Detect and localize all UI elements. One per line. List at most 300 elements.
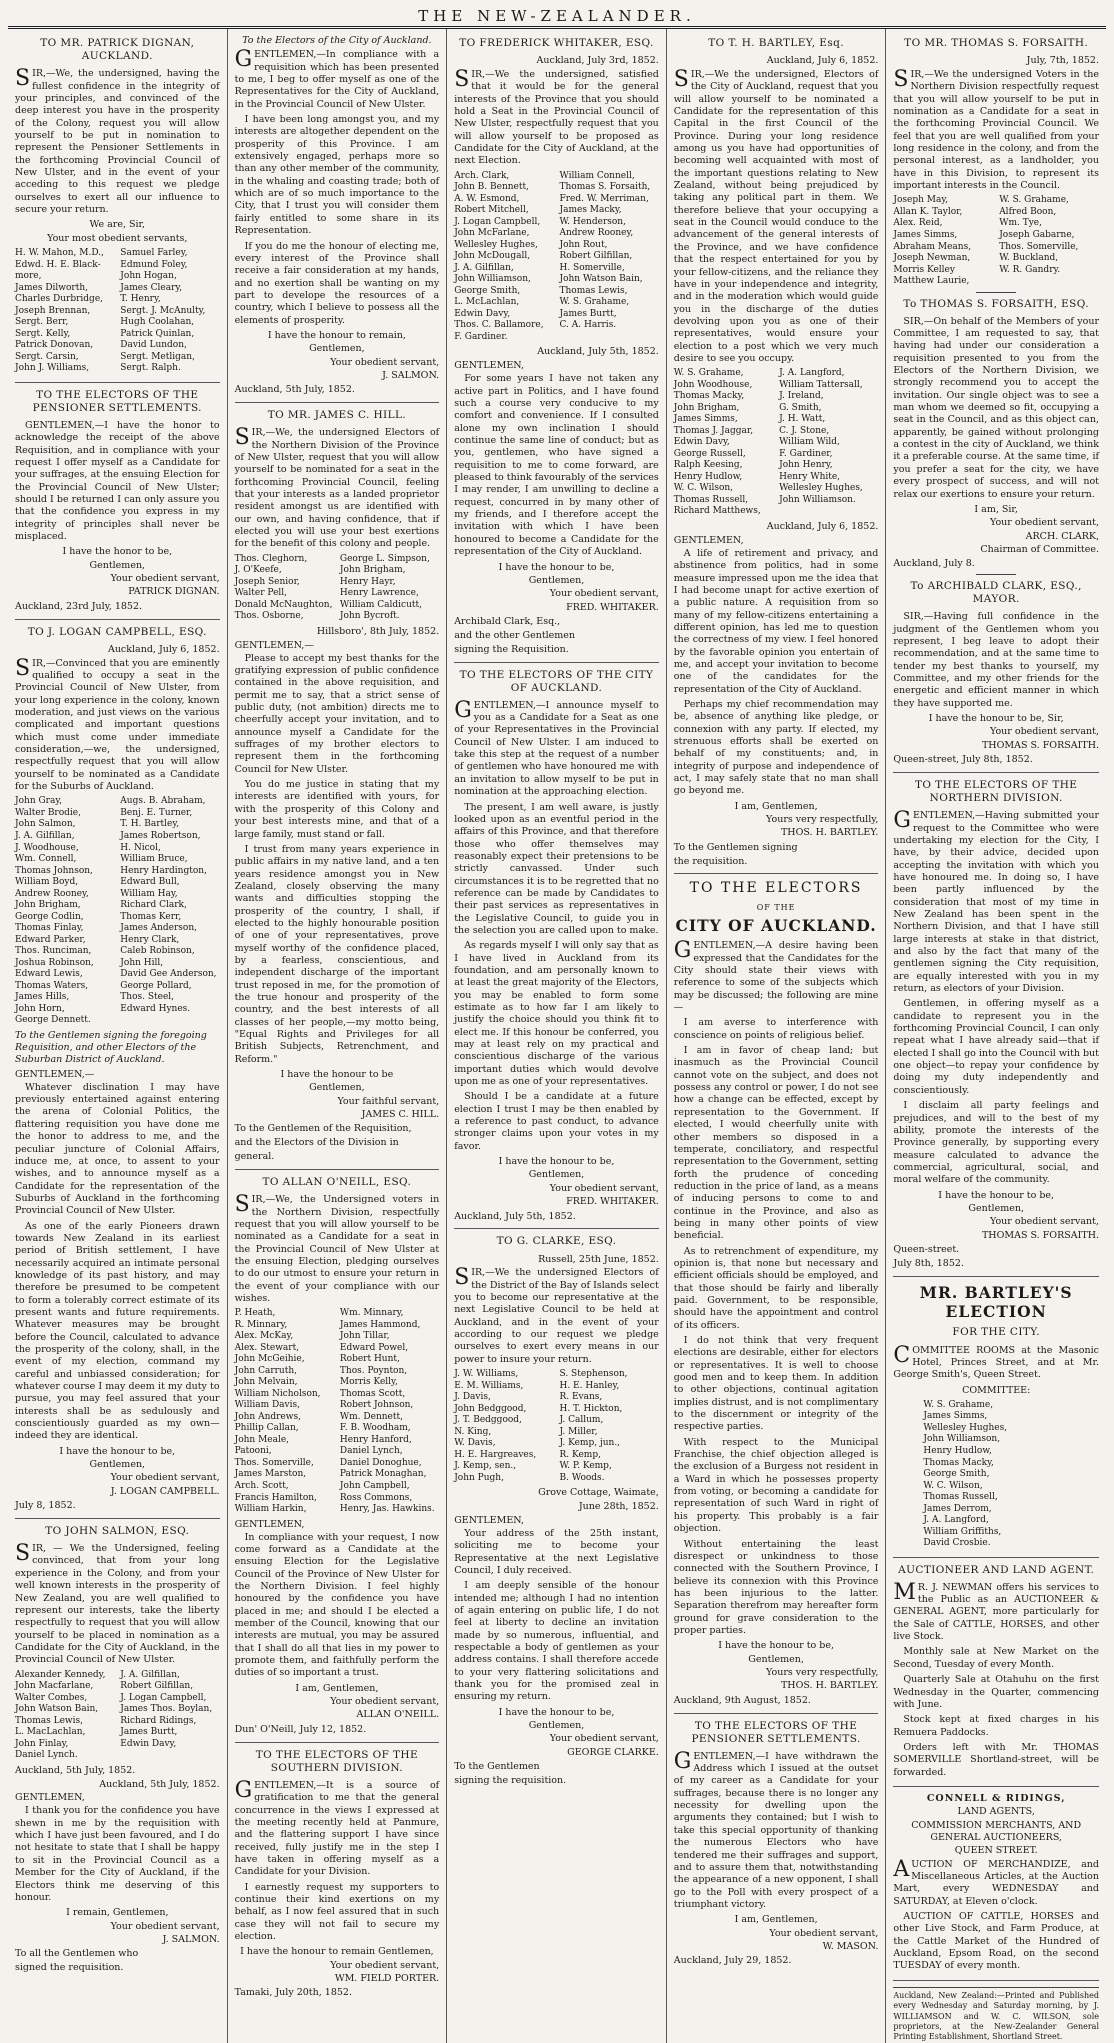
article-forsaith-requisition (893, 37, 1099, 773)
signatory-name: John Bedggood, (454, 1403, 527, 1414)
signatory-name: A. W. Esmond, (454, 193, 520, 204)
signature: THOMAS S. FORSAITH. (981, 1229, 1099, 1241)
signatory-list (235, 554, 440, 623)
salutation: GENTLEMEN, (454, 1514, 524, 1526)
paragraph: I am averse to interference with conscience on points of religious belief. (673, 1017, 879, 1041)
paragraph: Perhaps my chief recommendation may be, absence of anything like pledge, or connexion with any party. If elected, my strenuous efforts shall be exerted on behalf of my constituents; and, in integrity of purpose and independence of act, I may safely state that no man shall go beyond me. (673, 698, 879, 797)
signatory-name: Alex. Stewart, (234, 1342, 300, 1353)
signatory-name: Thos. Somerville, (999, 241, 1079, 252)
headline: CITY OF AUCKLAND. (675, 915, 877, 935)
signatory-name: J. Woodhouse, (15, 842, 79, 853)
signatory-name: James Cleary, (120, 282, 183, 293)
signatory-name: John Brigham, (673, 402, 740, 413)
signatory-name: Sergt. Kelly, (15, 328, 71, 339)
signatory-name: Robert Gilfillan, (559, 251, 633, 262)
signature: FRED. WHITAKER. (566, 601, 659, 613)
paragraph: As one of the early Pioneers drawn towards New Zealand in its earliest period of British settlement, I have necessarily acquired an intimate personal knowledge of its past history, and may therefore be presumed to be competent to form a tolerably correct estimate of its present wants and future requirements. Whatever measures may be brought before the Council, calculated to advance the prosperity of the colony, shall, in the event of my election, command my careful and unbiassed consideration; for whatever course I may deem it my duty to pursue, you may feel assured that your interests shall be as sedulously and conscientiously guarded as my own—indeed they are identical. (15, 1220, 220, 1442)
paragraph: Monthly sale at New Market on the Second, Tuesday of every Month. (893, 1646, 1099, 1670)
signature: PATRICK DIGNAN. (128, 586, 220, 598)
signatory-name: J. O'Keefe, (234, 565, 282, 576)
signatory-name: J. A. Gilfillan, (15, 831, 75, 841)
signatory-name: Thomas Kerr, (120, 911, 182, 922)
signatory-name: Thomas Lewis, (15, 1715, 83, 1726)
signatory-name: R. Minnary, (234, 1319, 288, 1330)
signature: J. SALMON. (382, 369, 440, 381)
signatory-name: Wellesley Hughes, (923, 1422, 1008, 1433)
signatory-name: Alex. Reid, (893, 218, 943, 229)
signatory-name: Allan K. Taylor, (893, 206, 963, 217)
salutation: GENTLEMEN, (15, 1792, 85, 1804)
signature: ALLAN O'NEILL. (356, 1709, 440, 1721)
closing: We are, Sir, (89, 219, 146, 231)
closing: I have the honour to be (280, 1069, 394, 1081)
dateline: Grove Cottage, Waimate, (538, 1487, 659, 1499)
signatory-name: Patooni, (234, 1446, 272, 1457)
article-hill (235, 409, 440, 1170)
signatory-name: James Simms, (673, 414, 738, 425)
address-line: To all the Gentlemen who (15, 1948, 139, 1960)
closing: Gentlemen, (309, 343, 365, 355)
signatory-name: F. Gardiner. (454, 331, 508, 342)
signatory-name: William Bruce, (120, 854, 188, 865)
signatory-name: Andrew Rooney, (559, 228, 634, 239)
column-1 (8, 29, 228, 2043)
signatory-name: Thomas Lewis, (559, 285, 628, 296)
signatory-name: R. Kemp, (559, 1449, 601, 1460)
closing: I have the honour to be, (718, 1640, 834, 1652)
article-newman-ad (893, 1564, 1099, 1787)
signatory-name: George L. Simpson, (339, 553, 430, 564)
signatory-name: Alex. McKay, (234, 1331, 294, 1342)
signatory-name: John Tillar, (339, 1331, 390, 1342)
headline: TO ALLAN O'NEILL, ESQ. (262, 1176, 412, 1189)
closing: I am, Gentlemen, (295, 1682, 379, 1694)
signatory-name: George Smith, (923, 1469, 990, 1480)
signatory-name: John Woodhouse, (673, 379, 753, 390)
signatory-name: Thomas Finlay, (15, 923, 84, 934)
signatory-name: F. B. Woodham, (339, 1423, 411, 1434)
signatory-name (120, 1750, 219, 1762)
signatory-name: J. A. Langford, (923, 1515, 989, 1526)
dateline: Auckland, July 6, 1852. (766, 55, 879, 67)
signatory-name: S. Stephenson, (559, 1369, 628, 1380)
signatory-name: George Codlin, (15, 911, 84, 922)
dateline: July 8th, 1852. (893, 1257, 964, 1269)
closing: Gentlemen, (528, 574, 585, 586)
signatory-list (454, 1369, 659, 1484)
closing: I have the honour to remain, (267, 329, 406, 341)
article-mason (674, 1720, 879, 1974)
dateline: Auckland, 5th July, 1852. (234, 384, 355, 396)
address-line: signing the Requisition. (454, 643, 569, 655)
signatory-name: Joseph May, (893, 195, 949, 206)
signatory-name: Edwin Davy, (120, 1738, 177, 1749)
signature: J. LOGAN CAMPBELL. (110, 1485, 220, 1497)
address-line: To the Electors of the City of Auckland. (242, 35, 432, 46)
headline: CONNELL & RIDINGS, (926, 1792, 1066, 1804)
signatory-name: J. Callum, (559, 1415, 604, 1426)
signatory-name: George Dennett. (15, 1015, 91, 1026)
headline: TO JOHN SALMON, ESQ. (45, 1525, 190, 1538)
signatory-name: J. Kemp, sen., (454, 1461, 517, 1472)
signatory-name: Henry Hayr, (339, 576, 396, 587)
address-line: To the Gentlemen (454, 1761, 540, 1773)
salutation: GENTLEMEN, (454, 360, 524, 372)
signatory-name (120, 1015, 219, 1027)
signatory-name: Ralph Keesing, (673, 460, 743, 471)
signature: WM. FIELD PORTER. (334, 1972, 440, 1984)
signatory-name: Alfred Boon, (999, 206, 1057, 217)
article-whitaker (454, 37, 659, 663)
signatory-name: James Burtt, (120, 1727, 178, 1738)
signatory-name: Henry Hudlow, (923, 1446, 992, 1456)
dateline: Auckland, July 29, 1852. (673, 1955, 792, 1967)
signatory-name: Arch. Clark, (454, 170, 510, 181)
paragraph: I thank you for the confidence you have shewn in me by the requisition with which I have just been favoured, and I do not hesitate to state that I shall be happy to sit in the Provincial Council as a Member for the City of Auckland, if the Electors think me deserving of this honour. (15, 1805, 220, 1903)
signatory-name: Charles Durbridge, (15, 294, 104, 305)
article-dignan-requisition (15, 37, 220, 383)
signatory-name (779, 506, 878, 518)
signatory-name: John Williamson. (779, 494, 856, 505)
paragraph: Whatever disclination I may have previously entertained against entering the arena of Colonial Politics, the flattering requisition you have done me the honor to address to me, and the peculiar juncture of Colonial Affairs, induce me, at once, to assent to your wishes, and to announce myself as a Candidate for the representation of the Suburbs of Auckland in the forthcoming Provincial Council of New Ulster. (15, 1081, 220, 1217)
closing: I have the honour to be, (59, 1445, 176, 1457)
address-line: To the Gentlemen of the Requisition, (234, 1123, 412, 1135)
paragraph: Gentlemen, in offering myself as a candidate to represent you in the forthcoming Provincial Council, I can only repeat what I have already said—that if elected I shall go into the Council with but one object—to repay your confidence by doing my duty independently and conscientiously. (893, 998, 1099, 1096)
signatory-name: Hugh Coolahan, (120, 317, 195, 328)
signatory-name: Richard Clark, (120, 900, 187, 911)
signatory-name: Wm. Minnary, (339, 1308, 404, 1319)
signatory-name: Thos. Somerville, (234, 1457, 314, 1468)
signatory-name: Walter Combes, (15, 1692, 88, 1703)
dateline: July, 7th, 1852. (1026, 55, 1099, 67)
signatory-name (999, 276, 1099, 288)
signatory-name: W. R. Gandry. (999, 264, 1061, 275)
closing: Chairman of Committee. (980, 543, 1099, 555)
paragraph: SIR,—Having full confidence in the judgment of the Gentlemen whom you represent, I beg leave to adopt their recommendation, and at the same time to tender my best thanks to yourself, my Committee, and my other friends for the energetic and efficient manner in which they have supported me. (893, 611, 1099, 709)
signatory-name: J. H. Watt, (779, 414, 826, 425)
signatory-name: Henry Hanford, (339, 1434, 412, 1445)
headline: TO MR. THOMAS S. FORSAITH. (904, 37, 1089, 49)
paragraph: I earnestly request my supporters to continue their kind exertions on my behalf, as I now feel assured that in such case they will not fail to secure my election. (234, 1881, 440, 1942)
signatory-name: John Melvain, (234, 1377, 298, 1388)
dateline: Tamaki, July 20th, 1852. (234, 1987, 352, 1999)
signatory-name: Henry Clark, (120, 934, 180, 945)
signatory-name: Richard Ridings, (120, 1715, 197, 1726)
headline: TO THE ELECTORS OF THE PENSIONER SETTLEMENTS. (32, 388, 202, 414)
signatory-name: L. McLachlan, (454, 297, 520, 308)
signatory-name: Samuel Farley, (120, 248, 188, 259)
signatory-name: B. Woods. (559, 1472, 605, 1483)
signatory-name: H. W. Mahon, M.D., (15, 248, 104, 259)
column-3 (447, 29, 667, 2043)
signatory-name: John Gray, (15, 796, 63, 807)
signatory-name: Thos. Cleghorn, (234, 553, 308, 564)
signatory-name: Patrick Donovan, (15, 340, 94, 351)
signatory-name: J. A. Gilfillan, (454, 262, 514, 273)
paragraph: I am in favor of cheap land; but inasmuch as the Provincial Council cannot vote on the subject, and does not possess any control or power, I do not see how a change can be effected, except by representation to the Government. If elected, I would cheerfully unite with other members so disposed in a temperate, conciliatory, and respectful representation to the Government, setting forth the prudence of conceding reduction in the price of land, as a means of inducing persons to come to and continue in the Province, and also as being in many other points of view beneficial. (673, 1045, 879, 1242)
signatory-name: John Finlay, (15, 1738, 69, 1749)
signatory-name: J. Davis, (454, 1392, 491, 1403)
closing: Gentlemen, (89, 559, 146, 571)
signatory-name: William Wild, (779, 437, 840, 448)
divider (976, 574, 1016, 575)
signatory-name: William Connell, (559, 170, 635, 181)
signatory-name: Henry White, (779, 471, 841, 482)
paragraph: I have been long amongst you, and my interests are altogether dependent on the prosperity of this Province. I am extensively engaged, perhaps more so than any other member of the community, in the whaling and coasting trade; both of which are of so much importance to the City, that I trust you will consider them fairly entitled to some share in its Representation. (234, 114, 440, 237)
subheadline: COMMISSION MERCHANTS, AND GENERAL AUCTIONEERS, (911, 1819, 1082, 1843)
address-line: To the Gentlemen signing the foregoing Requisition, and other Electors of the Suburban District of Auckland. (15, 1029, 207, 1066)
headline: AUCTIONEER AND LAND AGENT. (898, 1563, 1095, 1576)
signatory-name: Arch. Scott, (234, 1480, 289, 1491)
headline: TO G. CLARKE, ESQ. (496, 1235, 617, 1248)
signatory-name: William Caldicutt, (339, 599, 422, 610)
signatory-name: Robert Mitchell, (454, 205, 529, 216)
signatory-name: L. MacLachlan, (15, 1727, 86, 1738)
signatory-name: W. C. Wilson, (673, 483, 734, 494)
signatory-name: Daniel Donoghue, (339, 1457, 422, 1468)
signatory-name: Edmund Foley, (120, 259, 188, 270)
signature: THOS. H. BARTLEY. (780, 1680, 879, 1692)
signatory-name: Walter Pell, (234, 588, 288, 599)
signatory-name: John Rout, (559, 239, 608, 250)
signatory-name: W. S. Grahame, (673, 368, 744, 379)
closing: Gentlemen, (309, 1082, 365, 1094)
signatory-name: P. Heath, (234, 1308, 276, 1319)
signatory-name: Ross Commons, (339, 1492, 413, 1503)
closing: Gentlemen, (89, 1459, 146, 1471)
signatory-name: Edward Bull, (120, 877, 180, 888)
signatory-name: R. Evans, (559, 1392, 603, 1403)
signatory-name: John Pugh, (454, 1472, 504, 1483)
dateline: Auckland, July 6, 1852. (107, 643, 220, 655)
closing: Your obedient servant, (330, 356, 440, 368)
closing: Your obedient servant, (990, 517, 1099, 529)
signatory-name: John Horn, (15, 1003, 65, 1014)
paragraph: SIR, — We the Undersigned, feeling convinced, that from your long experience in the Colony, and from your well known interests in the prosperity of New Zealand, you are well qualified to represent our interests, take the liberty respectfully to request that you will allow yourself to be placed in nomination as a Candidate for the City of Auckland, in the Provincial Council of New Ulster. (15, 1541, 220, 1666)
signatory-name: John Bycroft. (339, 611, 400, 622)
headline: TO J. LOGAN CAMPBELL, ESQ. (27, 625, 207, 638)
signatory-name: Joshua Robinson, (15, 957, 94, 968)
signatory-name: H. E. Hargreaves, (454, 1449, 537, 1460)
signatory-name: Morris Kelly, (339, 1377, 398, 1388)
paragraph: MR. J. NEWMAN offers his services to the Public as an AUCTIONEER & GENERAL AGENT, more particularly for the Sale of CATTLE, HORSES, and other live Stock. (893, 1579, 1099, 1643)
signatory-name: J. Ireland, (779, 391, 824, 402)
signatory-name: Thomas Johnson, (15, 865, 93, 876)
closing: Your obedient servant, (110, 1472, 220, 1484)
closing: I am, Sir, (974, 503, 1018, 515)
signatory-name: J. T. Bedggood, (454, 1415, 522, 1426)
signatory-name: William Tattersall, (779, 379, 863, 390)
signatory-name: G. Smith, (779, 402, 822, 413)
headline: TO THE ELECTORS (689, 880, 863, 897)
article-dignan-address (15, 389, 220, 620)
signatory-name: John Meale, (234, 1434, 290, 1445)
column-4 (667, 29, 887, 2043)
signatory-list (15, 1670, 220, 1762)
headline: TO THE ELECTORS OF THE SOUTHERN DIVISION. (255, 1748, 419, 1774)
paragraph: GENTLEMEN,—In compliance with a requisition which has been presented to me, I beg to offer myself as one of the Representatives for the City of Auckland, in the Provincial Council of New Ulster. (234, 47, 440, 110)
article-southern-division (235, 1749, 440, 2006)
paragraph: Orders left with Mr. THOMAS SOMERVILLE Shortland-street, will be forwarded. (893, 1741, 1099, 1778)
closing: Your obedient servant, (330, 1696, 440, 1707)
signatory-name: Thomas Macky, (673, 391, 745, 402)
signatory-name: J. A. Gilfillan, (120, 1669, 180, 1680)
signatory-name: John McFarlane, (454, 228, 530, 239)
signatory-name: James Anderson, (120, 923, 197, 934)
signatory-name: H. T. Hickton, (559, 1403, 623, 1414)
signatory-name: Robert Gilfillan, (120, 1681, 194, 1692)
signatory-name: Patrick Monaghan, (339, 1469, 427, 1480)
signature: J. SALMON. (162, 1933, 220, 1945)
headline: TO T. H. BARTLEY, Esq. (708, 37, 844, 49)
signatory-name: Sergt. Berr, (15, 317, 69, 328)
paragraph: Please to accept my best thanks for the gratifying expression of public confidence contained in the above requisition, and permit me to say, that a strict sense of public duty, (not ambition) directs me to cheerfully accept your invitation, and to announce myself a Candidate for the suffrages of my brother electors to represent them in the forthcoming Council for New Ulster. (234, 652, 440, 775)
signatory-name: Thomas Russell, (673, 494, 749, 505)
signatory-name: Henry Lawrence, (339, 588, 419, 599)
signatory-name: Edward Parker, (15, 934, 86, 945)
signatory-name: James Thos. Boylan, (120, 1704, 213, 1715)
signature: ARCH. CLARK, (1025, 530, 1099, 542)
article-bartley-requisition (674, 37, 879, 874)
signatory-name (559, 332, 658, 344)
signatory-name: Thomas Russell, (923, 1492, 998, 1503)
signatory-name: Wm. Connell, (15, 854, 77, 865)
signatory-name: Morris Kelley (893, 264, 955, 275)
signatory-name: John Williamson, (454, 274, 531, 285)
signatory-name: James Simms, (923, 1411, 988, 1422)
paragraph: Your address of the 25th instant, soliciting me to become your Representative at the next Legislative Council, I duly received. (454, 1527, 659, 1577)
subheadline: LAND AGENTS, (957, 1806, 1035, 1818)
closing: Your obedient servant, (110, 1920, 220, 1932)
signatory-name: N. King, (454, 1426, 492, 1437)
printer-imprint: Auckland, New Zealand:—Printed and Published every Wednesday and Saturday morning, by J. WILLIAMSON and W. C. WILSON, sole proprietors, at the New-Zealander General Printing Establishment, Shortland Street. (893, 1987, 1099, 2043)
signatory-list (454, 171, 659, 344)
signatory-name: J. Logan Campbell, (120, 1692, 207, 1703)
signatory-name: H. Nicol, (120, 842, 161, 853)
committee-label: COMMITTEE: (962, 1384, 1031, 1396)
article-campbell (15, 626, 220, 1519)
paragraph: In compliance with your request, I now come forward as a Candidate at the ensuing Election for the Legislative Council of the Province of New Ulster for the Northern Division. I feel highly honoured by the confidence you have placed in me; and should I be elected a member of the Council, knowing that our interests are mutual, you may be assured that I shall do all that lies in my power to promote them, and faithfully perform the duties of so important a trust. (234, 1531, 440, 1679)
paragraph: GENTLEMEN,—A desire having been expressed that the Candidates for the City should state their views with reference to some of the subjects which may be discussed; the following are mine— (673, 938, 879, 1014)
divider (976, 292, 1016, 293)
paragraph: SIR,—We the undersigned Voters in the Northern Division respectfully request that you will allow yourself to be put in nomination as a Candidate for a seat in the forthcoming Provincial Council. We feel that you are well qualified from your long residence in the colony, and from the personal interest, as a landholder, you have in this Division, to represent its important interests in the Council. (893, 67, 1099, 192)
signatory-name: Sergt. Ralph. (120, 363, 181, 374)
paragraph: COMMITTEE ROOMS at the Masonic Hotel, Princes Street, and at Mr. George Smith's, Queen Street. (893, 1342, 1099, 1381)
closing: I have the honour to be, Sir, (928, 713, 1064, 725)
subheadline: QUEEN STREET. (954, 1845, 1038, 1857)
signatory-name: James Macky, (559, 205, 622, 216)
signatory-name: Benj. E. Turner, (120, 807, 193, 818)
signatory-name: John Andrews, (234, 1411, 301, 1422)
signatory-name: W. P. Kemp, (559, 1461, 612, 1472)
dateline: June 28th, 1852. (578, 1500, 659, 1512)
article-bartley-views (674, 880, 879, 1713)
signature: W. MASON. (822, 1940, 879, 1952)
closing: I have the honour to remain Gentlemen, (240, 1946, 434, 1958)
salutation: GENTLEMEN,— (234, 639, 314, 651)
signatory-list (674, 368, 879, 518)
signatory-name: George Russell, (673, 448, 746, 459)
signatory-name: John J. Williams, (15, 363, 90, 374)
signatory-name: James Derrom, (923, 1503, 992, 1514)
signatory-name: John Hogan, (120, 271, 177, 282)
closing: Gentlemen, (528, 1169, 585, 1181)
signatory-name: more, (15, 271, 42, 282)
closing: Gentlemen, (528, 1720, 585, 1732)
signatory-name: John Campbell, (339, 1480, 410, 1491)
signatory-name: John Hill, (120, 957, 164, 968)
closing: Your obedient servant, (990, 1216, 1099, 1228)
signatory-name: Matthew Laurie, (893, 276, 970, 287)
signatory-name: Alexander Kennedy, (15, 1669, 106, 1680)
paragraph: SIR,—We, the undersigned Electors of the Northern Division of the Province of New Ulster, request that you will allow yourself to be nominated for a seat in the forthcoming Provincial Council, feeling that your interests as a landed proprietor resident amongst us are identified with our own, and having confidence, that if elected you will use your best exertions for the benefit of this colony and people. (234, 425, 440, 550)
signatory-name: Joseph Brennan, (15, 305, 91, 316)
address-line: and the other Gentlemen (454, 629, 576, 641)
signatory-name: James Hammond, (339, 1319, 421, 1330)
signatory-name: James Simms, (893, 229, 958, 240)
signatory-name: W. S. Grahame, (559, 297, 630, 308)
signatory-name: Edwd. H. E. Black- (15, 259, 101, 270)
dateline: July 8, 1852. (15, 1500, 76, 1512)
signatory-name: Henry Hudlow, (673, 471, 743, 482)
signatory-name: David Crosbie. (923, 1538, 991, 1549)
paragraph: GENTLEMEN,—Having submitted your request to the Committee who were undertaking my election for the City, I have, by their advice, decided upon accepting the invitation with which you have honoured me. In doing so, I have been partly influenced by the consideration that most of my time in New Zealand has been spent in the Northern Division, and that I have still large interests at stake in that district, and also by the fact that many of the gentlemen signing the City requisition, are equally interested with you in my return, as electors of your Division. (893, 808, 1099, 995)
article-salmon-requisition (15, 1525, 220, 1980)
headline: TO MR. PATRICK DIGNAN, AUCKLAND. (40, 37, 195, 63)
closing: I have the honour to be, (938, 1189, 1055, 1201)
signatory-name: James Dilworth, (15, 282, 88, 293)
headline: TO THE ELECTORS OF THE PENSIONER SETTLEMENTS. (691, 1719, 861, 1745)
closing: Yours very respectfully, (766, 1666, 879, 1678)
signatory-name: Sergt. Metligan, (120, 351, 195, 362)
dateline: Auckland, 5th July, 1852. (99, 1778, 220, 1790)
headline: TO MR. JAMES C. HILL. (267, 409, 407, 422)
salutation: GENTLEMEN,— (15, 1068, 95, 1080)
signatory-name: Donald McNaughton, (234, 599, 333, 610)
paragraph: SIR,—On behalf of the Members of your Committee, I am requested to say, that having had under our consideration a requisition presented to you from the Electors of the Northern Division, we strongly recommend you to accept the invitation. Our single object was to see a man whom we deemed so fit, occupying a seat in the Council, and as this object can, apparently, be gained without prolonging a contest in the city of Auckland, we think it a preferable course. At the same time, if you prefer a seat for the city, we have every prospect of success, and will not relax our exertions to ensure your return. (893, 315, 1099, 500)
signatory-name: T. H. Bartley, (120, 819, 180, 830)
article-salmon-address (235, 35, 440, 403)
signatory-name: John Henry, (779, 460, 833, 471)
paragraph: AUCTION OF CATTLE, HORSES and other Live Stock, and Farm Produce, at the Cattle Market of the Hundred of Auckland, Epsom Road, on the second TUESDAY of every month. (893, 1911, 1099, 1972)
signatory-name: Joseph Gabarne, (999, 229, 1075, 240)
closing: Your obedient servant, (549, 588, 659, 600)
signatory-name: John Watson Bain, (15, 1704, 99, 1715)
dateline: Dun' O'Neill, July 12, 1852. (234, 1723, 367, 1735)
signatory-name: Thomas Macky, (923, 1457, 994, 1468)
signatory-name: Wm. Dennett, (339, 1411, 403, 1422)
signatory-name: John B. Bennett, (454, 182, 529, 193)
paragraph: GENTLEMEN,—I have withdrawn the Address which I issued at the outset of my career as a Candidate for your suffrages, because there is no longer any necessity for dwelling upon the arguments they contained; but I wish to take this special opportunity of thanking the numerous Electors who have tendered me their suffrages and support, and to assure them that, notwithstanding the appearance of a new opponent, I shall go to the Poll with every prospect of a triumphant victory. (673, 1748, 879, 1910)
signatory-name: J. Logan Campbell, (454, 216, 541, 227)
signatory-name: J. A. Langford, (779, 368, 845, 379)
signatory-name: C. J. Stone, (779, 425, 830, 436)
signatory-name: Edwin Davy, (673, 437, 730, 448)
signatory-name: George Smith, (454, 285, 521, 296)
subheadline: OF THE (756, 902, 796, 912)
headline: To ARCHIBALD CLARK, ESQ., MAYOR. (910, 580, 1082, 606)
signatory-name: Wellesley Hughes, (454, 239, 538, 250)
columns (8, 29, 1106, 2042)
signatory-name: Thomas Waters, (15, 980, 89, 991)
paragraph: GENTLEMEN,—I have the honor to acknowledge the receipt of the above Requisition, and in compliance with your request I offer myself as a Candidate for your suffrages, at the ensuing Election for the Provincial Council of New Ulster; should I be returned I can only assure you that the confidence you express in my integrity of principles shall never be misplaced. (15, 419, 220, 543)
headline: To THOMAS S. FORSAITH, ESQ. (903, 297, 1089, 310)
signatory-name: Edward Powel, (339, 1342, 409, 1353)
closing: Gentlemen, (748, 1653, 804, 1665)
masthead: THE NEW-ZEALANDER. (8, 6, 1106, 29)
closing: I have the honor to be, (62, 546, 173, 558)
closing: Your most obedient servants, (47, 232, 188, 244)
